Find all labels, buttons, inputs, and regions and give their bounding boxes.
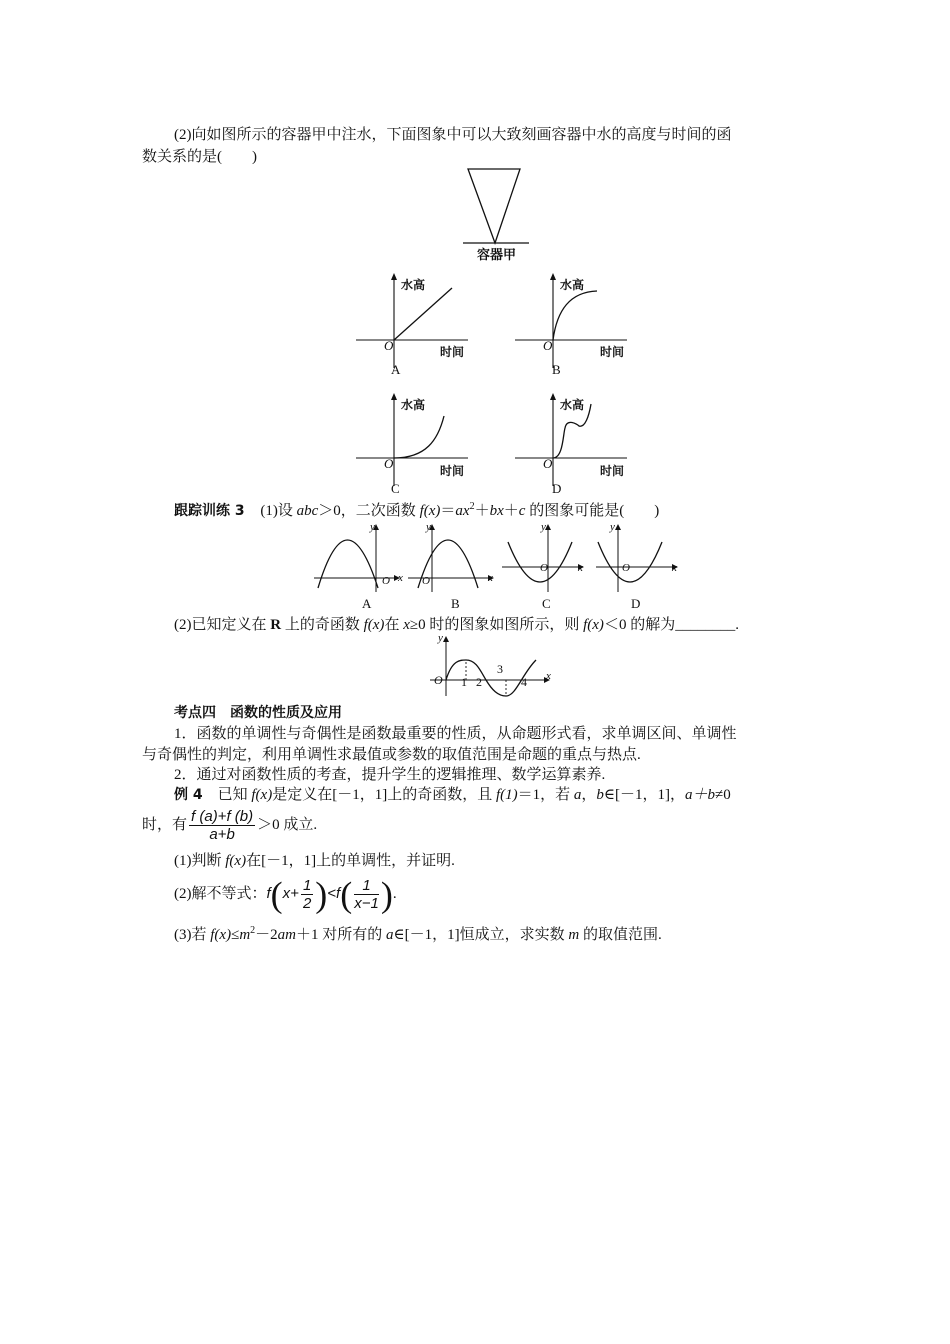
odd-x: x xyxy=(546,670,551,682)
ex4-frac-den: a+b xyxy=(209,826,235,844)
pd-y: y xyxy=(610,521,615,533)
ex4-frac-num: f (a)+f (b) xyxy=(191,808,254,826)
graph-c-origin: O xyxy=(384,456,394,471)
q2-recip-num: 1 xyxy=(354,877,379,895)
p2-text-e: ＜0 的解为________. xyxy=(603,617,739,633)
p2-R: R xyxy=(270,617,282,633)
p1-plus-a: ＋ xyxy=(474,503,490,519)
pc-y: y xyxy=(541,521,546,533)
pb-o: O xyxy=(422,575,430,587)
y-arrow xyxy=(443,636,449,642)
graph-c-ylabel: 水高 xyxy=(401,398,426,412)
ex4-fraction xyxy=(189,808,255,843)
q3-m: m xyxy=(239,927,251,943)
p2-text-d: ≥0 时的图象如图所示，则 xyxy=(409,617,584,633)
q3-am: am xyxy=(277,927,297,943)
q2-rparen2: ) xyxy=(380,874,393,915)
parabola-option-c: C xyxy=(542,596,551,611)
ex4-a: 已知 xyxy=(202,787,252,803)
p1-c: c xyxy=(518,503,526,519)
ex4-avar: a xyxy=(573,787,582,803)
graph-b-ylabel: 水高 xyxy=(560,278,585,292)
q1-fx: f(x) xyxy=(225,853,247,869)
y-arrow xyxy=(550,273,556,280)
ex4-post: ＞0 成立. xyxy=(257,817,318,833)
ex4-d: ， xyxy=(581,787,597,803)
example4-line2 xyxy=(142,805,317,847)
q2-rparen: ) xyxy=(315,874,328,915)
p1-text-b: ＞0，二次函数 xyxy=(318,503,420,519)
parabola-option-a: A xyxy=(362,596,372,611)
example4-q2 xyxy=(174,868,397,922)
pb-x: x xyxy=(488,572,493,584)
q2-f: f xyxy=(266,885,271,902)
example4-label: 例 4 xyxy=(174,787,203,803)
curve-convex xyxy=(394,416,444,458)
q3-c: －2 xyxy=(255,927,278,943)
odd-tick-4: 4 xyxy=(521,675,527,689)
practice-p1 xyxy=(174,501,659,521)
graph-a-option: A xyxy=(391,362,401,377)
parabola-d xyxy=(592,522,682,594)
graph-d-xlabel: 时间 xyxy=(600,464,625,478)
section4-point1b: 与奇偶性的判定，利用单调性求最值或参数的取值范围是命题的重点与热点. xyxy=(142,747,641,763)
q3-e: ∈[－1，1]恒成立，求实数 xyxy=(393,927,569,943)
curve-linear xyxy=(394,288,452,340)
section4-point1a: 1．函数的单调性与奇偶性是函数最重要的性质，从命题形式看，求单调区间、单调性 xyxy=(174,726,737,742)
q2-lparen: ( xyxy=(270,874,283,915)
q2-half xyxy=(301,877,313,912)
q2-end: . xyxy=(392,886,397,902)
example4-line1 xyxy=(174,785,731,805)
q2-x: x+ xyxy=(282,885,299,902)
pd-x: x xyxy=(672,562,677,574)
parabola-b xyxy=(404,522,494,594)
p1-abc: abc xyxy=(296,503,319,519)
q2-lparen2: ( xyxy=(340,874,353,915)
odd-tick-1: 1 xyxy=(461,675,467,689)
q2-f2: f xyxy=(336,885,341,902)
odd-tick-2: 2 xyxy=(476,675,482,689)
q1-a: (1)判断 xyxy=(174,853,226,869)
ex4-b: 是定义在[－1，1]上的奇函数，且 xyxy=(272,787,496,803)
p2-x: x xyxy=(403,617,410,633)
section4-heading: 考点四 函数的性质及应用 xyxy=(174,705,342,721)
q3-m2: m xyxy=(568,927,580,943)
q2-line2: 数关系的是( ) xyxy=(142,149,257,165)
odd-o: O xyxy=(434,673,443,687)
q3-b: ≤ xyxy=(231,927,240,943)
section4-point2: 2．通过对函数性质的考查，提升学生的逻辑推理、数学运算素养. xyxy=(174,767,606,783)
odd-tick-3: 3 xyxy=(497,662,503,676)
q3-fx: f(x) xyxy=(210,927,232,943)
ex4-e: ∈[－1，1]， xyxy=(603,787,686,803)
p2-text-b: 上的奇函数 xyxy=(281,617,364,633)
practice-heading: 跟踪训练 3 xyxy=(174,503,245,519)
q2-half-num: 1 xyxy=(302,877,312,895)
example4-q3 xyxy=(174,925,662,945)
ex4-pre: 时，有 xyxy=(142,817,188,833)
parabola-curve xyxy=(318,540,378,588)
pa-x: x xyxy=(398,572,403,584)
q2-recip xyxy=(354,877,379,912)
ex4-f1: f(1) xyxy=(495,787,518,803)
container-label: 容器甲 xyxy=(477,248,517,263)
pb-y: y xyxy=(426,521,431,533)
y-arrow xyxy=(615,524,621,530)
ex4-f: ≠0 xyxy=(715,787,731,803)
graph-d-origin: O xyxy=(543,456,553,471)
ex4-c: ＝1，若 xyxy=(517,787,574,803)
p1-plus-b: ＋ xyxy=(503,503,519,519)
parabola-curve xyxy=(598,542,662,582)
odd-function-graph xyxy=(428,634,558,698)
p1-ax2: ax xyxy=(455,503,470,519)
graph-a-origin: O xyxy=(384,338,394,353)
q2-line1: (2)向如图所示的容器甲中注水，下面图象中可以大致刻画容器中水的高度与时间的函 xyxy=(174,127,732,143)
graph-a-xlabel: 时间 xyxy=(440,345,465,359)
graph-d-option: D xyxy=(552,481,562,496)
q1-b: 在[－1，1]上的单调性，并证明. xyxy=(246,853,455,869)
ex4-sum: a＋b xyxy=(685,787,716,803)
pc-x: x xyxy=(578,562,583,574)
parabola-option-b: B xyxy=(451,596,460,611)
graph-a-ylabel: 水高 xyxy=(401,278,426,292)
p1-sup: 2 xyxy=(469,501,475,512)
p1-tail: 的图象可能是( ) xyxy=(525,503,660,519)
q2-recip-den: x−1 xyxy=(354,895,379,913)
pa-o: O xyxy=(382,575,390,587)
graph-b-xlabel: 时间 xyxy=(600,345,625,359)
q3-f: 的取值范围. xyxy=(579,927,662,943)
graph-d-ylabel: 水高 xyxy=(560,398,585,412)
q3-a: (3)若 xyxy=(174,927,211,943)
p1-eq: ＝ xyxy=(440,503,456,519)
q2-a: (2)解不等式： xyxy=(174,886,267,902)
p2-fx2: f(x) xyxy=(583,617,604,633)
y-arrow xyxy=(550,393,556,400)
pa-y: y xyxy=(370,521,375,533)
p2-text-c: 在 xyxy=(384,617,404,633)
q2-lt: < xyxy=(327,885,337,902)
ex4-fx: f(x) xyxy=(251,787,273,803)
graph-b-option: B xyxy=(552,362,561,377)
pc-o: O xyxy=(540,562,548,574)
p1-text-a: (1)设 xyxy=(260,503,297,519)
cone-shape xyxy=(468,169,520,243)
q3-sup: 2 xyxy=(250,925,256,936)
q3-avar: a xyxy=(386,927,394,943)
p2-text-a: (2)已知定义在 xyxy=(174,617,271,633)
graph-c-xlabel: 时间 xyxy=(440,464,465,478)
curve-concave xyxy=(553,291,597,340)
q2-half-den: 2 xyxy=(302,895,312,913)
ex4-bvar: b xyxy=(596,787,604,803)
y-arrow xyxy=(391,393,397,400)
q3-d: ＋1 对所有的 xyxy=(296,927,387,943)
p2-fx: f(x) xyxy=(363,617,385,633)
pd-o: O xyxy=(622,562,630,574)
graph-b-origin: O xyxy=(543,338,553,353)
graph-c-option: C xyxy=(391,481,400,496)
p1-bx: bx xyxy=(489,503,504,519)
p1-fx: f(x) xyxy=(419,503,441,519)
y-arrow xyxy=(391,273,397,280)
odd-y: y xyxy=(438,632,443,644)
parabola-option-d: D xyxy=(631,596,641,611)
practice-p2 xyxy=(174,615,739,635)
